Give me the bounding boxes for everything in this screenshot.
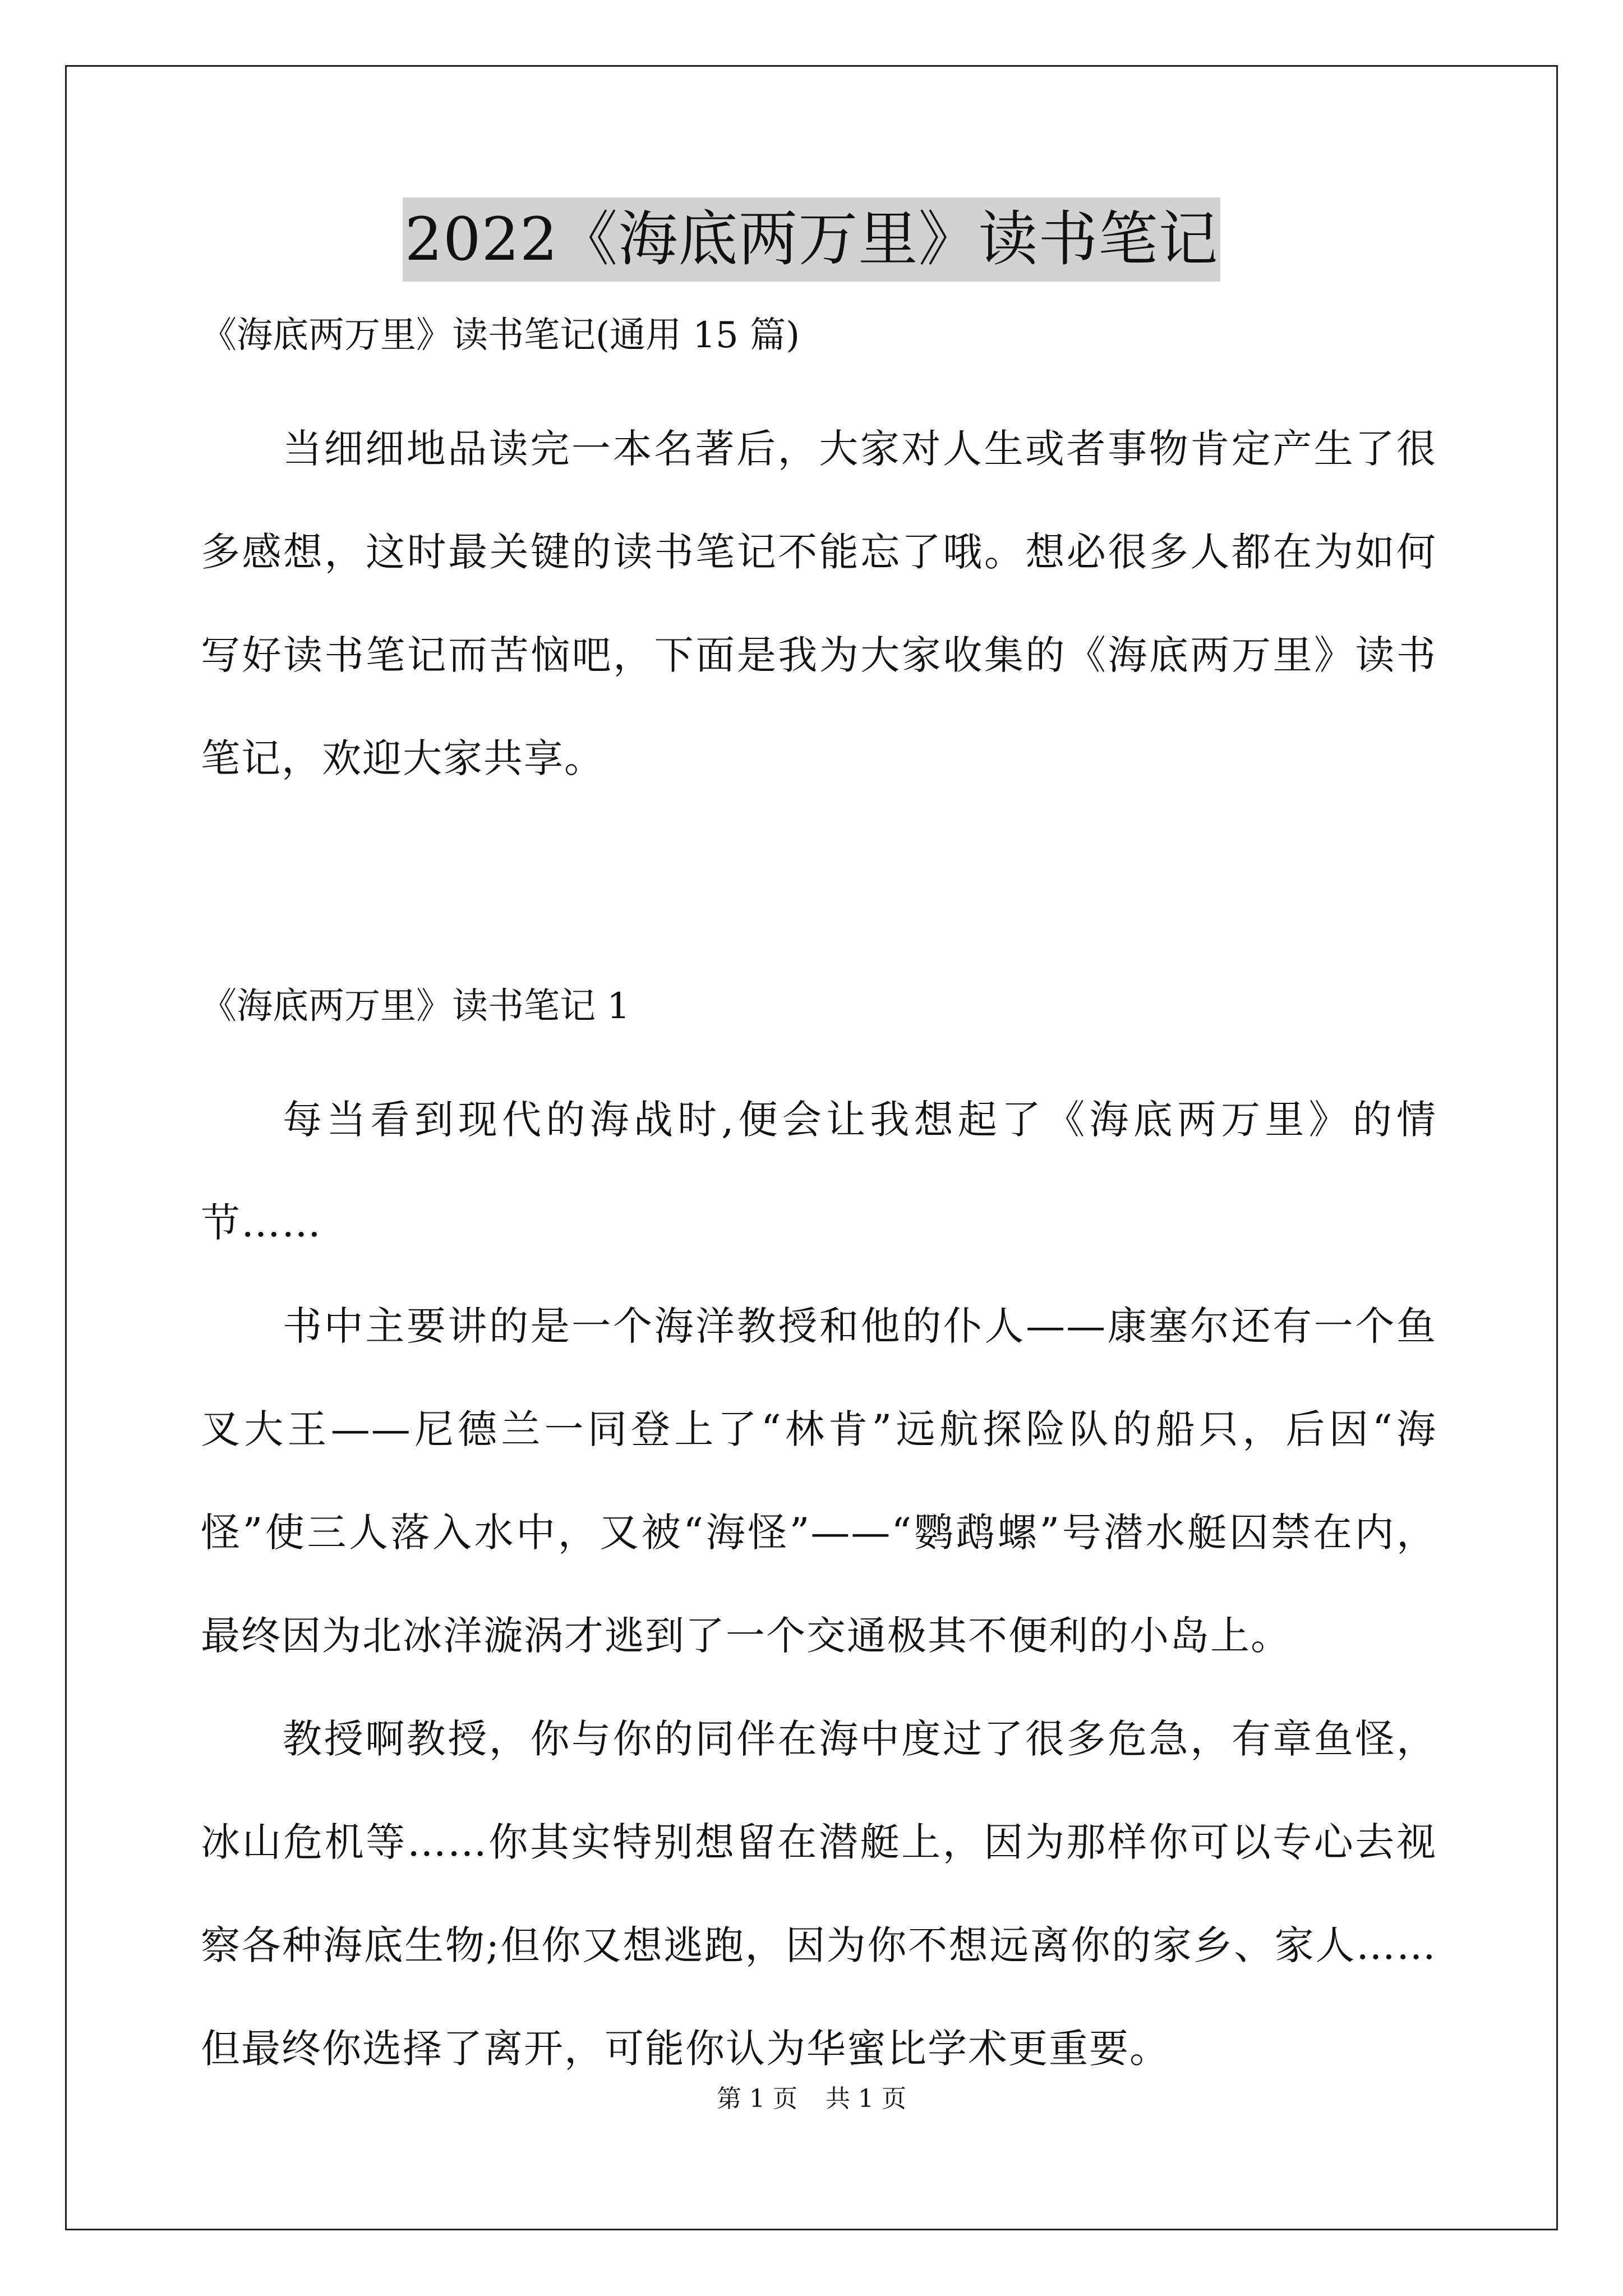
page-number: 第 1 页 (717, 2085, 797, 2113)
body-paragraph: 教授啊教授，你与你的同伴在海中度过了很多危急，有章鱼怪，冰山危机等……你其实特别想留在潜艇上，因为那样你可以专心去视察各种海底生物;但你又想逃跑，因为你不想远离你的家乡、家人……但最终你选择了离开，可能你认为华蜜比学术更重要。 (201, 1716, 1437, 2072)
intro-paragraph: 当细细地品读完一本名著后，大家对人生或者事物肯定产生了很多感想，这时最关键的读书笔记不能忘了哦。想必很多人都在为如何写好读书笔记而苦恼吧，下面是我为大家收集的《海底两万里》读书笔记，欢迎大家共享。 (201, 426, 1437, 781)
body-paragraph: 书中主要讲的是一个海洋教授和他的仆人——康塞尔还有一个鱼叉大王——尼德兰一同登上了“林肯”远航探险队的船只，后因“海怪”使三人落入水中，又被“海怪”——“鹦鹉螺”号潜水艇囚禁在内，最终因为北冰洋漩涡才逃到了一个交通极其不便利的小岛上。 (201, 1303, 1437, 1659)
body-paragraph: 每当看到现代的海战时,便会让我想起了《海底两万里》的情节…… (201, 1097, 1437, 1246)
title-container (0, 197, 1623, 282)
page-footer (0, 2082, 1623, 2116)
document-title: 2022《海底两万里》读书笔记 (403, 197, 1221, 282)
document-subtitle: 《海底两万里》读书笔记(通用 15 篇) (201, 315, 800, 356)
document-body (201, 302, 1437, 2100)
section-heading: 《海底两万里》读书笔记 1 (201, 986, 630, 1027)
page-total: 共 1 页 (826, 2085, 906, 2113)
